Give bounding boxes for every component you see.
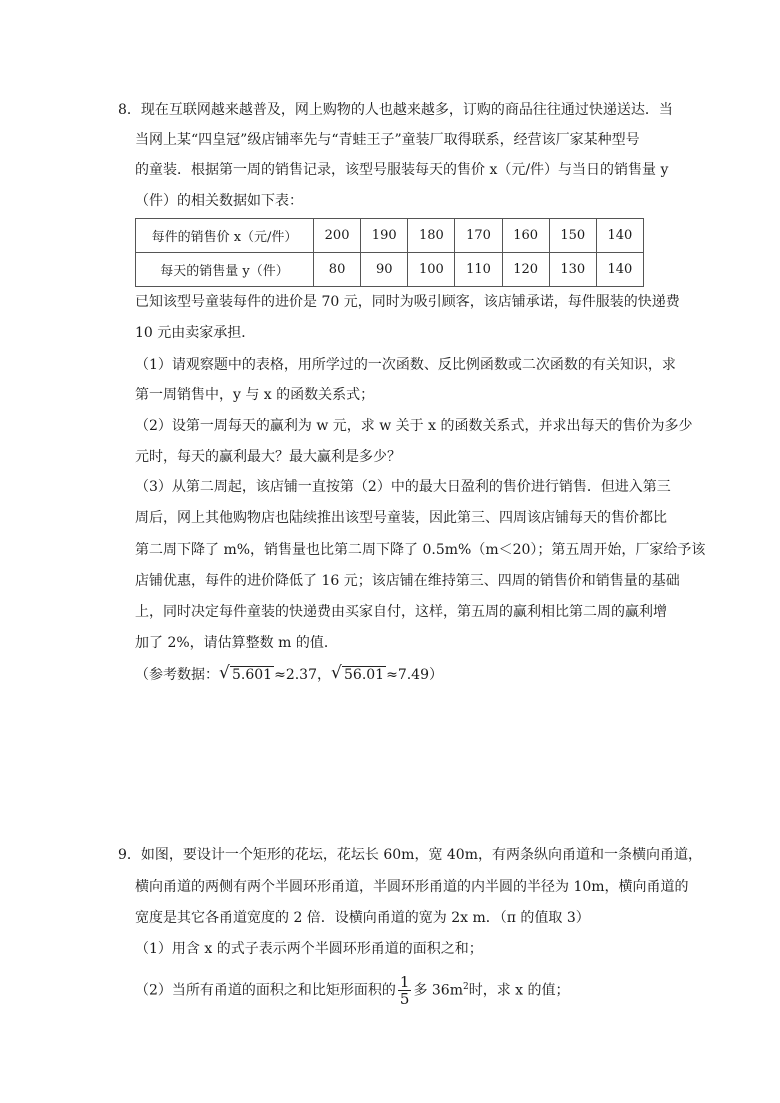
q8-reference-data: [135, 665, 443, 685]
table-header-quantity: 每天的销售量 y（件）: [136, 253, 314, 287]
fraction-numerator: 1: [399, 973, 410, 991]
q8-part3-d: 店铺优惠，每件的进价降低了 16 元；该店铺在维持第三、四周的销售价和销售量的基础: [135, 573, 680, 589]
sqrt-expression: [219, 665, 274, 685]
table-header-price: 每件的销售价 x（元/件）: [136, 219, 314, 253]
radicand: 5.601: [232, 667, 273, 683]
q9-part1: （1）用含 x 的式子表示两个半圆环形甬道的面积之和；: [135, 941, 483, 957]
reference-value: ≈7.49）: [386, 667, 443, 683]
q8-part3-a: （3）从第二周起，该店铺一直按第（2）中的最大日盈利的售价进行销售．但进入第三: [135, 479, 671, 495]
table-cell: 110: [455, 253, 502, 287]
q8-line-3: 的童装．根据第一周的销售记录，该型号服装每天的售价 x（元/件）与当日的销售量 y: [135, 162, 669, 178]
q9-part2-mid: 多 36m: [413, 982, 463, 999]
q8-part1-a: （1）请观察题中的表格，用所学过的一次函数、反比例函数或二次函数的有关知识，求: [135, 357, 676, 373]
q9-part2-suffix: 时，求 x 的值；: [468, 982, 570, 999]
fraction: [398, 974, 412, 1007]
radical-sign-icon: √: [219, 663, 230, 683]
table-cell: 90: [361, 253, 408, 287]
q8-line-1: 8．现在互联网越来越普及，网上购物的人也越来越多，订购的商品往往通过快递送达．当: [118, 102, 673, 118]
q8-line-4: （件）的相关数据如下表：: [135, 193, 303, 209]
q9-part2-prefix: （2）当所有甬道的面积之和比矩形面积的: [135, 982, 396, 999]
reference-prefix: （参考数据：: [135, 667, 219, 683]
table-cell: 200: [314, 219, 361, 253]
table-cell: 140: [596, 253, 643, 287]
q9-line-1: 9．如图，要设计一个矩形的花坛，花坛长 60m，宽 40m，有两条纵向甬道和一条横向甬道，: [118, 847, 702, 863]
q9-part2: [135, 974, 570, 1007]
q8-part1-b: 第一周销售中，y 与 x 的函数关系式；: [135, 387, 375, 403]
table-cell: 80: [314, 253, 361, 287]
table-row-quantity: [136, 253, 644, 287]
q8-part3-e: 上，同时决定每件童装的快递费由买家自付，这样，第五周的赢利相比第二周的赢利增: [135, 604, 667, 620]
superscript: 2: [463, 981, 469, 992]
radical-sign-icon: √: [331, 663, 342, 683]
q8-part3-f: 加了 2%，请估算整数 m 的值．: [135, 635, 338, 651]
q8-part2-a: （2）设第一周每天的赢利为 w 元，求 w 关于 x 的函数关系式，并求出每天的售价为多少: [135, 418, 693, 434]
q9-line-3: 宽度是其它各甬道宽度的 2 倍．设横向甬道的宽为 2x m．（π 的值取 3）: [135, 910, 590, 926]
q8-after-1: 已知该型号童装每件的进价是 70 元，同时为吸引顾客，该店铺承诺，每件服装的快递费: [135, 294, 680, 310]
table-cell: 180: [408, 219, 455, 253]
q8-after-2: 10 元由卖家承担．: [135, 325, 256, 341]
q8-part3-c: 第二周下降了 m%，销售量也比第二周下降了 0.5m%（m＜20）；第五周开始，厂家给予该: [135, 542, 706, 558]
q8-part2-b: 元时，每天的赢利最大？最大赢利是多少？: [135, 449, 401, 465]
q8-part3-b: 周后，网上其他购物店也陆续推出该型号童装，因此第三、四周该店铺每天的售价都比: [135, 510, 667, 526]
q8-line-2: 当网上某“四皇冠”级店铺率先与“青蛙王子”童装厂取得联系，经营该厂家某种型号: [135, 132, 640, 148]
table-cell: 130: [549, 253, 596, 287]
fraction-denominator: 5: [399, 990, 410, 1008]
table-cell: 140: [596, 219, 643, 253]
table-row-price: [136, 219, 644, 253]
reference-value: ≈2.37，: [274, 667, 331, 683]
radicand: 56.01: [344, 667, 385, 683]
table-cell: 150: [549, 219, 596, 253]
sales-data-table: [135, 218, 644, 287]
table-cell: 190: [361, 219, 408, 253]
table-cell: 170: [455, 219, 502, 253]
table-cell: 160: [502, 219, 549, 253]
table-cell: 100: [408, 253, 455, 287]
table-cell: 120: [502, 253, 549, 287]
sqrt-expression: [331, 665, 386, 685]
q9-line-2: 横向甬道的两侧有两个半圆环形甬道，半圆环形甬道的内半圆的半径为 10m，横向甬道的: [135, 879, 689, 895]
